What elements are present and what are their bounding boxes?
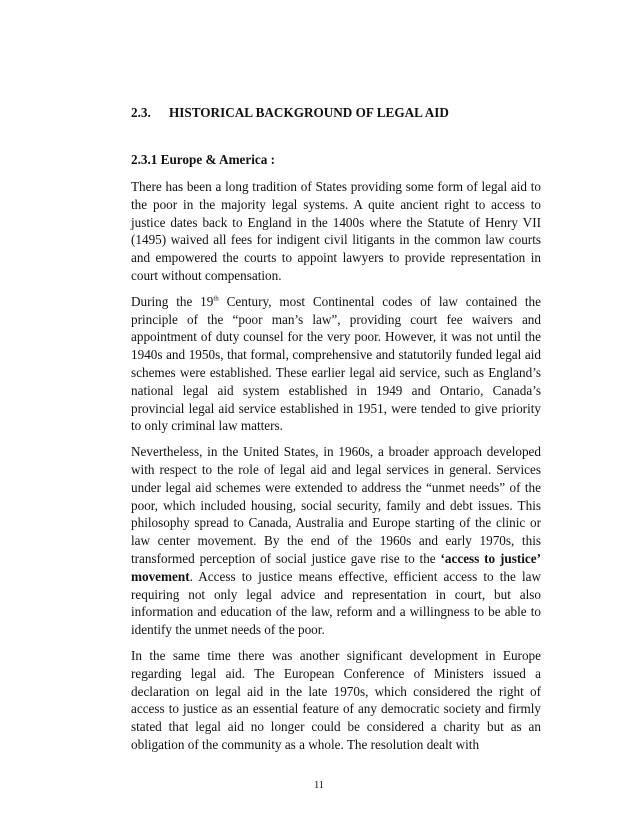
section-title: HISTORICAL BACKGROUND OF LEGAL AID [169,105,449,120]
ordinal-superscript: th [213,294,219,303]
paragraph-3-rest: . Access to justice means effective, efficient access to the law requiring not only legal advice and representation in court, but also information and education of the law, reform and a willingness to be able to identify the unmet needs of the poor. [131,568,541,638]
page-number: 11 [313,780,325,791]
subsection-heading: 2.3.1 Europe & America : [131,152,276,167]
paragraph-2-start: During the 19 [131,293,214,309]
paragraph-4: In the same time there was another significant development in Europe regarding legal aid. The European Conference of Ministers issued a declaration on legal aid in the late 1970s, which considered the right of access to justice as an essential feature of any democratic society and firmly stated that legal aid no longer could be considered a charity but as an obligation of the community as a whole. The resolution dealt with [131,647,541,752]
section-number: 2.3. [131,105,151,120]
page-content [131,103,541,754]
paragraph-2 [131,293,541,435]
section-heading [131,103,541,123]
paragraph-1: There has been a long tradition of States providing some form of legal aid to the poor in the majority legal systems. A quite ancient right to access to justice dates back to England in the 1400s where the Statute of Henry VII (1495) waived all fees for indigent civil litigants in the common law courts and empowered the courts to appoint lawyers to provide representation in court without compensation. [131,179,541,283]
paragraph-3 [131,443,541,639]
emphasis-access-to-justice: ‘access to justice’ movement [131,550,542,584]
paragraph-2-rest: Century, most Continental codes of law contained the principle of the “poor man’s law”, providing court fee waivers and appointment of duty counsel for the very poor. However, it was not until the 1940s and 1950s, that formal, comprehensive and statutorily funded legal aid schemes were established. These earlier legal aid service, such as England’s national legal aid system established in 1949 and Ontario, Canada’s provincial legal aid service established in 1951, were tended to give priority to only criminal law matters. [131,293,541,434]
paragraph-3-start: Nevertheless, in the United States, in 1960s, a broader approach developed with respect to the role of legal aid and legal services in general. Services under legal aid schemes were extended to address the “unmet needs” of the poor, which included housing, social security, family and debt issues. This philosophy spread to Canada, Australia and Europe starting of the clinic or law center movement. By the end of the 1960s and early 1970s, this transformed perception of social justice gave rise to the [131,444,541,566]
